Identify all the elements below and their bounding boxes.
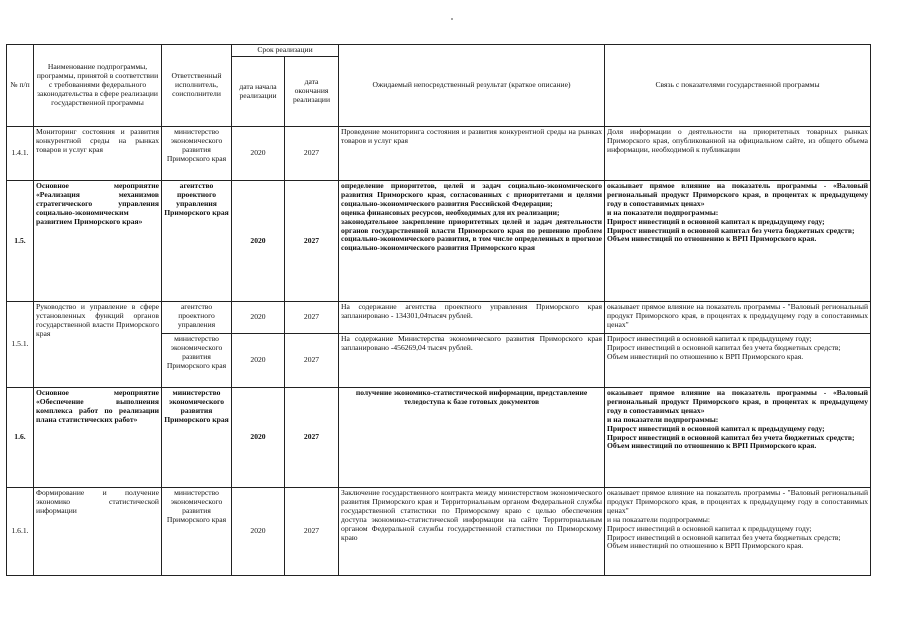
link-line: оказывает прямое влияние на показатель программы - "Валовый региональный продукт Приморского края, в процентах к предыдущему году в сопоставимых ценах" bbox=[607, 488, 869, 515]
table-row bbox=[7, 388, 871, 488]
row-start-year: 2020 bbox=[232, 388, 285, 488]
table-row bbox=[7, 181, 871, 302]
row-end-year: 2027 bbox=[285, 388, 339, 488]
row-executor: министерство экономического развития Приморского края bbox=[162, 488, 232, 576]
header-name: Наименование подпрограммы, программы, принятой в соответствии с требованиями федерального законодательства в сфере реализации государственной программы bbox=[34, 45, 162, 127]
table-row bbox=[7, 127, 871, 181]
result-line: оценка финансовых ресурсов, необходимых для их реализации; bbox=[341, 207, 560, 217]
row-number: 1.5.1. bbox=[7, 302, 34, 388]
link-line: Прирост инвестиций в основной капитал к предыдущему году; bbox=[607, 423, 825, 433]
link-line: Прирост инвестиций в основной капитал без учета бюджетных средств; bbox=[607, 225, 855, 235]
row-result bbox=[339, 181, 605, 302]
link-line: Прирост инвестиций в основной капитал без учета бюджетных средств; bbox=[607, 342, 841, 352]
row-end-year: 2027 bbox=[285, 127, 339, 181]
row-link: оказывает прямое влияние на показатель программы - "Валовый региональный продукт Приморского края, в процентах к предыдущему году в сопоставимых ценах" bbox=[605, 302, 871, 334]
row-end-year: 2027 bbox=[285, 334, 339, 388]
row-number: 1.6. bbox=[7, 388, 34, 488]
link-line: Объем инвестиций по отношению к ВРП Приморского края. bbox=[607, 234, 817, 244]
row-start-year: 2020 bbox=[232, 127, 285, 181]
link-line: Прирост инвестиций в основной капитал к предыдущему году; bbox=[607, 523, 812, 533]
row-link bbox=[605, 488, 871, 576]
table-row bbox=[7, 488, 871, 576]
row-result: Проведение мониторинга состояния и развития конкурентной среды на рынках товаров и услуг края bbox=[339, 127, 605, 181]
row-executor: агентство проектного управления bbox=[162, 302, 232, 334]
row-link bbox=[605, 388, 871, 488]
row-name: Основное мероприятие «Реализация механизмов стратегического управления социально-экономическим развитием Приморского края» bbox=[34, 181, 162, 302]
row-link: Доля информации о деятельности на приоритетных товарных рынках Приморского края, опубликованной на официальном сайте, из общего объема информации, необходимой к публикации bbox=[605, 127, 871, 181]
header-row bbox=[7, 45, 871, 57]
link-line: Объем инвестиций по отношению к ВРП Приморского края. bbox=[607, 541, 804, 551]
link-line: Прирост инвестиций в основной капитал без учета бюджетных средств; bbox=[607, 432, 855, 442]
header-num: № п/п bbox=[7, 45, 34, 127]
row-link bbox=[605, 181, 871, 302]
link-line: оказывает прямое влияние на показатель программы - «Валовый региональный продукт Приморского края, в процентах к предыдущему году в сопоставимых ценах» bbox=[607, 181, 869, 208]
header-result: Ожидаемый непосредственный результат (краткое описание) bbox=[339, 45, 605, 127]
scan-dot bbox=[451, 18, 453, 20]
row-end-year: 2027 bbox=[285, 181, 339, 302]
result-line: законодательное закрепление приоритетных целей и задач деятельности органов государственной власти Приморского края по решению проблем социально-экономического развития, в том числе определенных в прогнозе социально-экономического развития Приморского края bbox=[341, 216, 603, 253]
link-line: оказывает прямое влияние на показатель программы - «Валовый региональный продукт Приморского края, в процентах к предыдущему году в сопоставимых ценах» bbox=[607, 388, 869, 415]
row-name: Руководство и управление в сфере установленных функций органов государственной власти Приморского края bbox=[34, 302, 162, 388]
link-line: Объем инвестиций по отношению к ВРП Приморского края. bbox=[607, 441, 817, 451]
header-period: Срок реализации bbox=[232, 45, 339, 57]
row-start-year: 2020 bbox=[232, 488, 285, 576]
program-table bbox=[6, 44, 871, 576]
header-start: дата начала реализации bbox=[232, 57, 285, 127]
row-result: На содержание агентства проектного управления Приморского края запланировано - 134301,04тысяч рублей. bbox=[339, 302, 605, 334]
row-start-year: 2020 bbox=[232, 334, 285, 388]
row-executor: агентство проектного управления Приморского края bbox=[162, 181, 232, 302]
row-name: Формирование и получение экономико статистической информации bbox=[34, 488, 162, 576]
row-start-year: 2020 bbox=[232, 302, 285, 334]
result-line: определение приоритетов, целей и задач социально-экономического развития Приморского края, согласованных с приоритетами и целями социально-экономического развития Российской Федерации; bbox=[341, 181, 603, 208]
row-link bbox=[605, 334, 871, 388]
row-executor: министерство экономического развития Приморского края bbox=[162, 334, 232, 388]
row-start-year: 2020 bbox=[232, 181, 285, 302]
row-number: 1.6.1. bbox=[7, 488, 34, 576]
row-result: получение экономико-статистической информации, представление теледоступа к базе готовых документов bbox=[339, 388, 605, 488]
row-executor: министерство экономического развития Приморского края bbox=[162, 127, 232, 181]
link-line: Прирост инвестиций в основной капитал без учета бюджетных средств; bbox=[607, 532, 841, 542]
header-link: Связь с показателями государственной программы bbox=[605, 45, 871, 127]
row-end-year: 2027 bbox=[285, 302, 339, 334]
link-line: Прирост инвестиций в основной капитал к предыдущему году; bbox=[607, 334, 812, 343]
row-result: На содержание Министерства экономического развития Приморского края запланировано -456269,04 тысяч рублей. bbox=[339, 334, 605, 388]
row-number: 1.5. bbox=[7, 181, 34, 302]
row-result: Заключение государственного контракта между министерством экономического развития Приморского края и Территориальным органом Федеральной службы государственной статистики по Приморскому краю с целью обеспечения доступа экономико-статистической информации на сайте Территориальным органом Федеральной службы государственной статистики по Приморскому краю bbox=[339, 488, 605, 576]
table-row bbox=[7, 302, 871, 334]
link-line: и на показатели подпрограммы: bbox=[607, 514, 710, 524]
link-line: Прирост инвестиций в основной капитал к предыдущему году; bbox=[607, 216, 825, 226]
row-number: 1.4.1. bbox=[7, 127, 34, 181]
link-line: и на показатели подпрограммы: bbox=[607, 207, 719, 217]
link-line: Объем инвестиций по отношению к ВРП Приморского края. bbox=[607, 351, 804, 361]
row-name: Основное мероприятие «Обеспечение выполнения комплекса работ по реализации плана статистических работ» bbox=[34, 388, 162, 488]
header-end: дата окончания реализации bbox=[285, 57, 339, 127]
row-end-year: 2027 bbox=[285, 488, 339, 576]
row-executor: министерство экономического развития Приморского края bbox=[162, 388, 232, 488]
link-line: и на показатели подпрограммы: bbox=[607, 414, 719, 424]
header-exec: Ответственный исполнитель, соисполнители bbox=[162, 45, 232, 127]
row-name: Мониторинг состояния и развития конкурентной среды на рынках товаров и услуг края bbox=[34, 127, 162, 181]
